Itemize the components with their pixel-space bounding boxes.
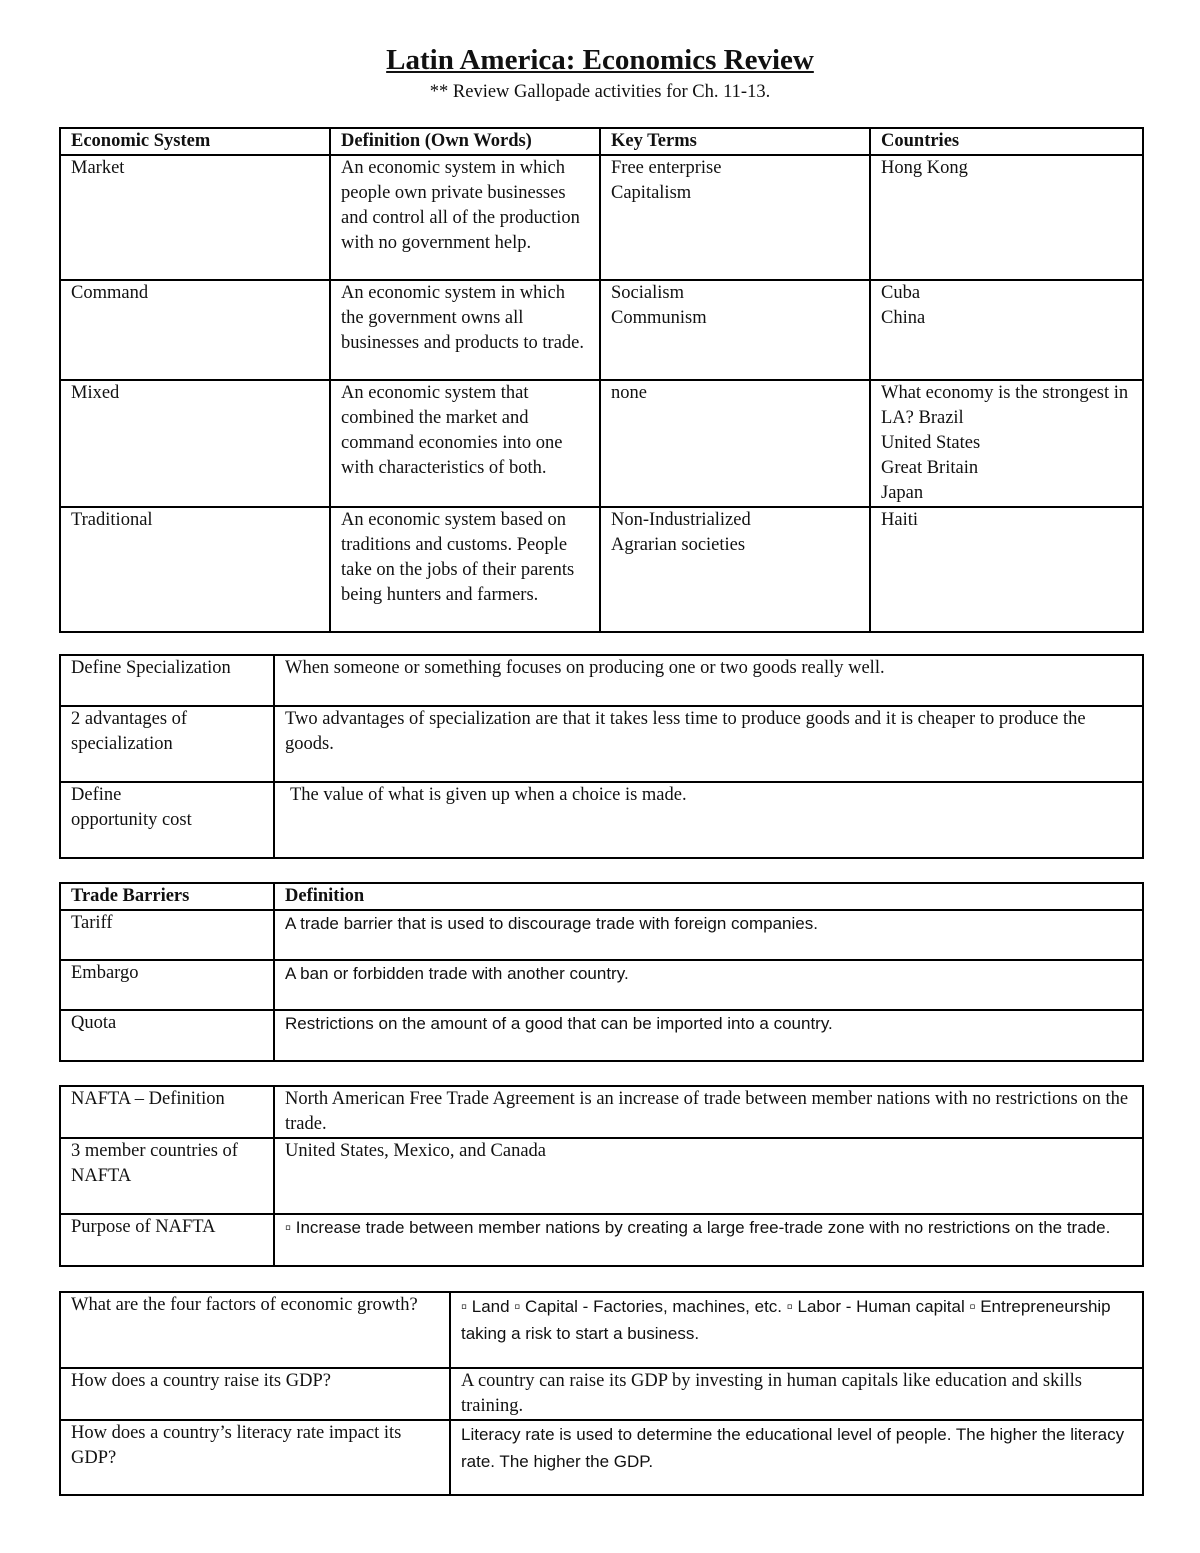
answer-cell: Literacy rate is used to determine the educational level of people. The higher the literacy rate. The higher the GDP.	[450, 1420, 1143, 1495]
barrier-term: Tariff	[60, 910, 274, 960]
question-label: Purpose of NAFTA	[60, 1214, 274, 1266]
answer-cell: North American Free Trade Agreement is an increase of trade between member nations with no restrictions on the trade.	[274, 1086, 1143, 1138]
country: Hong Kong	[881, 158, 968, 178]
barrier-definition: A ban or forbidden trade with another country.	[274, 960, 1143, 1010]
country: Japan	[881, 483, 924, 503]
column-header: Definition (Own Words)	[330, 128, 600, 155]
country: China	[881, 308, 926, 328]
answer-cell: United States, Mexico, and Canada	[274, 1138, 1143, 1214]
answer-cell: When someone or something focuses on producing one or two goods really well.	[274, 655, 1143, 706]
answer-cell: A country can raise its GDP by investing in human capitals like education and skills training.	[450, 1368, 1143, 1420]
column-header: Countries	[870, 128, 1143, 155]
system-name: Command	[60, 280, 330, 380]
nafta-table	[59, 1085, 1144, 1267]
economic-systems-table	[59, 127, 1144, 633]
key-term: Socialism	[611, 283, 684, 303]
answer-cell	[274, 782, 1143, 858]
key-term: Capitalism	[611, 183, 692, 203]
key-term: Free enterprise	[611, 158, 722, 178]
table-row	[60, 706, 1143, 782]
question-label: 3 member countries of NAFTA	[60, 1138, 274, 1214]
system-name: Market	[60, 155, 330, 280]
question-label: What are the four factors of economic growth?	[60, 1292, 450, 1368]
country: Haiti	[881, 510, 918, 530]
system-name: Traditional	[60, 507, 330, 632]
trade-barriers-table	[59, 882, 1144, 1062]
answer-cell: Two advantages of specialization are that it takes less time to produce goods and it is cheaper to produce the goods.	[274, 706, 1143, 782]
question-label-line: Define	[71, 785, 122, 805]
page-title: Latin America: Economics Review	[386, 44, 814, 76]
barrier-definition: A trade barrier that is used to discourage trade with foreign companies.	[274, 910, 1143, 960]
answer-text: The value of what is given up when a choice is made.	[290, 785, 687, 805]
answer-cell: ▫ Land ▫ Capital - Factories, machines, etc. ▫ Labor - Human capital ▫ Entrepreneurship taking a risk to start a business.	[450, 1292, 1143, 1368]
key-terms-cell	[600, 507, 870, 632]
column-header: Key Terms	[600, 128, 870, 155]
system-definition: An economic system based on traditions and customs. People take on the jobs of their parents being hunters and farmers.	[330, 507, 600, 632]
table-row	[60, 1292, 1143, 1368]
subtitle-note: ** Review Gallopade activities for Ch. 11-13.	[429, 82, 771, 102]
barrier-term: Quota	[60, 1010, 274, 1061]
countries-cell	[870, 380, 1143, 507]
table-row	[60, 1010, 1143, 1061]
table-row	[60, 380, 1143, 507]
table-row	[60, 280, 1143, 380]
question-label: Define Specialization	[60, 655, 274, 706]
country: Cuba	[881, 283, 921, 303]
table-row	[60, 507, 1143, 632]
countries-cell	[870, 155, 1143, 280]
countries-cell	[870, 280, 1143, 380]
question-label-line: opportunity cost	[71, 810, 192, 830]
specialization-table	[59, 654, 1144, 859]
table-row	[60, 1368, 1143, 1420]
column-header: Definition	[274, 883, 1143, 910]
barrier-definition: Restrictions on the amount of a good that can be imported into a country.	[274, 1010, 1143, 1061]
table-row	[60, 155, 1143, 280]
table-row	[60, 960, 1143, 1010]
countries-cell	[870, 507, 1143, 632]
country: Great Britain	[881, 458, 979, 478]
question-label: How does a country raise its GDP?	[60, 1368, 450, 1420]
barrier-term: Embargo	[60, 960, 274, 1010]
question-label: 2 advantages of specialization	[60, 706, 274, 782]
system-definition: An economic system in which the government owns all businesses and products to trade.	[330, 280, 600, 380]
table-row	[60, 782, 1143, 858]
question-label: How does a country’s literacy rate impact its GDP?	[60, 1420, 450, 1495]
table-row	[60, 1086, 1143, 1138]
key-terms-cell	[600, 155, 870, 280]
answer-cell: ▫ Increase trade between member nations by creating a large free-trade zone with no restrictions on the trade.	[274, 1214, 1143, 1266]
economic-growth-table	[59, 1291, 1144, 1496]
table-row	[60, 1214, 1143, 1266]
country: United States	[881, 433, 981, 453]
key-terms-cell	[600, 280, 870, 380]
key-term: Agrarian societies	[611, 535, 746, 555]
table-row	[60, 1138, 1143, 1214]
key-term: Communism	[611, 308, 707, 328]
question-label: NAFTA – Definition	[60, 1086, 274, 1138]
table-header-row	[60, 128, 1143, 155]
key-terms-cell	[600, 380, 870, 507]
system-definition: An economic system that combined the market and command economies into one with characteristics of both.	[330, 380, 600, 507]
table-row	[60, 910, 1143, 960]
table-row	[60, 1420, 1143, 1495]
column-header: Economic System	[60, 128, 330, 155]
country: What economy is the strongest in LA? Brazil	[881, 383, 1129, 428]
table-header-row	[60, 883, 1143, 910]
question-label	[60, 782, 274, 858]
key-term: none	[611, 383, 647, 403]
system-name: Mixed	[60, 380, 330, 507]
system-definition: An economic system in which people own private businesses and control all of the production with no government help.	[330, 155, 600, 280]
table-row	[60, 655, 1143, 706]
key-term: Non-Industrialized	[611, 510, 751, 530]
column-header: Trade Barriers	[60, 883, 274, 910]
